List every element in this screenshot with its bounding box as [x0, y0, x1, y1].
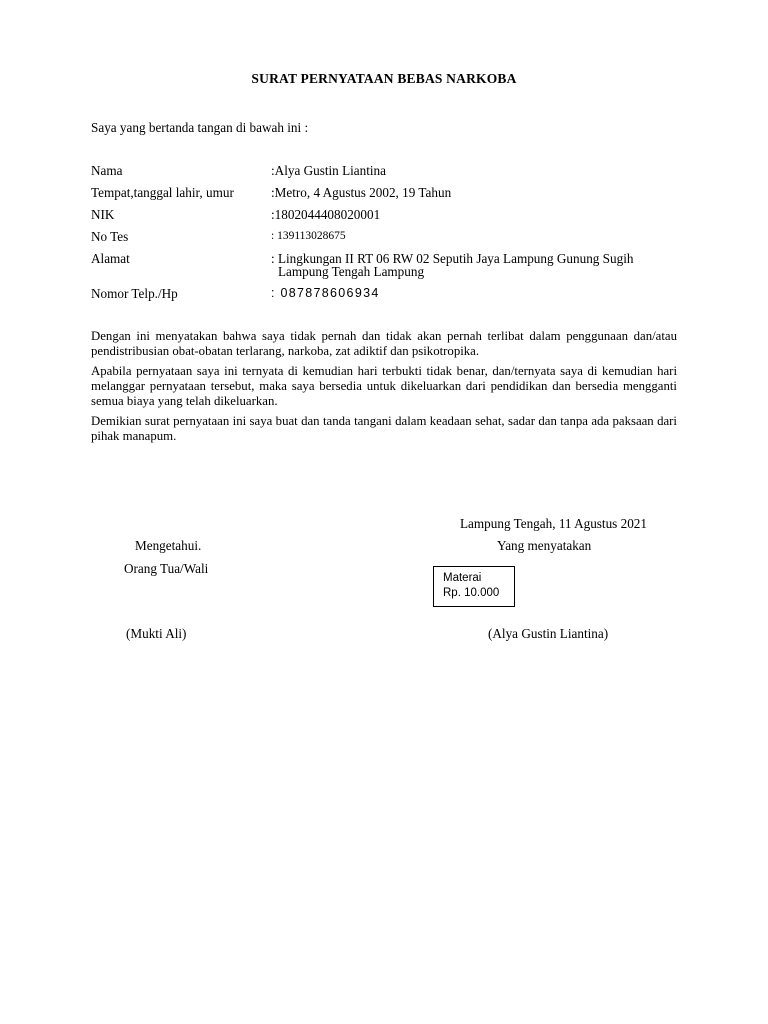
closing-paragraph: Demikian surat pernyataan ini saya buat dan tanda tangani dalam keadaan sehat, sadar dan tanpa ada paksaan dari pihak manapum. [91, 414, 677, 443]
field-label-telp: Nomor Telp./Hp [91, 286, 178, 301]
field-value-alamat-line1: : Lingkungan II RT 06 RW 02 Seputih Jaya Lampung Gunung Sugih [271, 251, 634, 266]
place-date: Lampung Tengah, 11 Agustus 2021 [460, 516, 647, 531]
field-value-ttl: :Metro, 4 Agustus 2002, 19 Tahun [271, 185, 452, 200]
left-sign-name: (Mukti Ali) [126, 626, 187, 641]
field-label-nik: NIK [91, 207, 115, 222]
right-sign-name: (Alya Gustin Liantina) [488, 626, 609, 641]
statement-paragraph: Dengan ini menyatakan bahwa saya tidak pernah dan tidak akan pernah terlibat dalam penggunaan dan/atau pendistribusian obat-obatan terlarang, narkoba, zat adiktif dan psikotropika. [91, 329, 677, 358]
field-label-no-tes: No Tes [91, 229, 129, 244]
field-value-no-tes: : 139113028675 [271, 230, 346, 242]
document-title: SURAT PERNYATAAN BEBAS NARKOBA [251, 71, 517, 86]
field-value-nik: :1802044408020001 [271, 207, 381, 222]
field-value-nama: :Alya Gustin Liantina [271, 163, 387, 178]
materai-stamp-box [433, 566, 515, 607]
right-sign-heading: Yang menyatakan [497, 538, 592, 553]
field-label-nama: Nama [91, 163, 123, 178]
field-value-alamat-line2: Lampung Tengah Lampung [278, 264, 425, 279]
left-sign-heading: Mengetahui. [135, 538, 202, 553]
intro-text: Saya yang bertanda tangan di bawah ini : [91, 120, 309, 135]
field-label-ttl: Tempat,tanggal lahir, umur [91, 185, 234, 200]
field-label-alamat: Alamat [91, 251, 130, 266]
stamp-line-1: Materai [443, 572, 482, 584]
left-sign-role: Orang Tua/Wali [124, 561, 209, 576]
consequence-paragraph: Apabila pernyataan saya ini ternyata di kemudian hari terbukti tidak benar, dan/ternyata saya di kemudian hari melanggar pernyataan tersebut, maka saya bersedia untuk dikeluarkan dari pendidikan dan bersedia mengganti semua biaya yang telah dikeluarkan. [91, 364, 677, 408]
stamp-line-2: Rp. 10.000 [443, 587, 500, 599]
field-value-telp: : 087878606934 [271, 286, 380, 300]
